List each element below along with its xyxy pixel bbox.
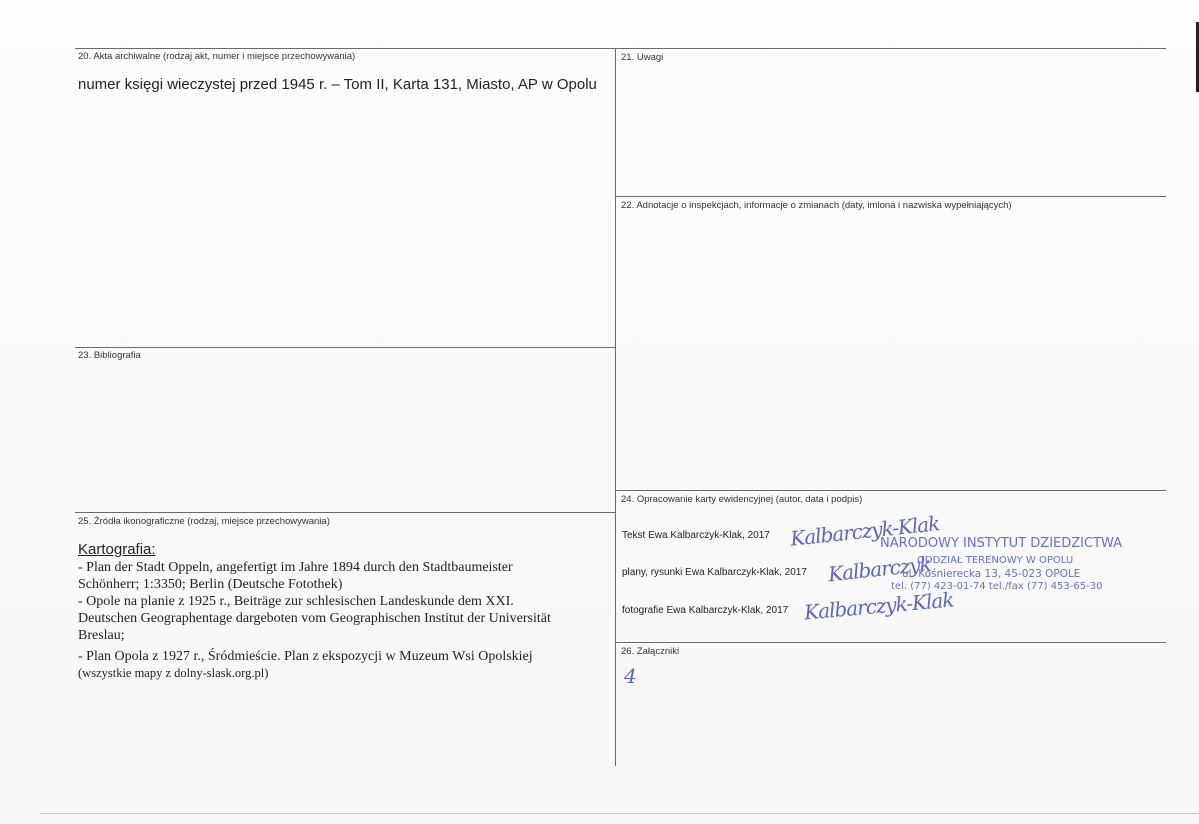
prep-text-line: Tekst Ewa Kalbarczyk-Klak, 2017 (622, 530, 770, 541)
bibliografia-bottom-rule (75, 512, 615, 513)
kartografia-list (78, 559, 608, 682)
akta-value: numer księgi wieczystej przed 1945 r. – Tom II, Karta 131, Miasto, AP w Opolu (78, 76, 597, 93)
list-item: - Plan der Stadt Oppeln, angefertigt im Jahre 1894 durch den Stadtbaumeister (78, 560, 513, 575)
adnotacje-bottom-rule (615, 490, 1166, 491)
kartografia-heading: Kartografia: (78, 541, 156, 558)
stamp-branch: ODDZIAŁ TERENOWY W OPOLU (917, 555, 1074, 566)
stamp-institution: NARODOWY INSTYTUT DZIEDZICTWA (880, 536, 1123, 551)
opracowanie-bottom-rule (615, 642, 1166, 643)
uwagi-bottom-rule (615, 196, 1166, 197)
akta-bottom-rule (75, 347, 615, 348)
signature-plans: Kalbarczyk (827, 551, 932, 587)
uwagi-label: 21. Uwagi (621, 52, 664, 63)
center-divider (615, 48, 616, 766)
akta-label: 20. Akta archiwalne (rodzaj akt, numer i miejsce przechowywania) (78, 51, 356, 62)
zalaczniki-label: 26. Załączniki (621, 646, 680, 657)
zalaczniki-value: 4 (624, 664, 637, 688)
stamp-phone: tel. (77) 423-01-74 tel./fax (77) 453-65-30 (891, 581, 1103, 592)
signature-photos: Kalbarczyk-Klak (803, 587, 955, 625)
list-item: Breslau; (78, 628, 125, 643)
top-rule (75, 48, 1166, 49)
list-item: Schönherr; 1:3350; Berlin (Deutsche Fotothek) (78, 577, 343, 592)
list-item: - Opole na planie z 1925 r., Beiträge zur schlesischen Landeskunde dem XXI. (78, 594, 514, 609)
signature-text: Kalbarczyk-Klak (789, 511, 941, 551)
page-bottom-edge (40, 813, 1199, 814)
list-item: - Plan Opola z 1927 r., Śródmieście. Plan z ekspozycji w Muzeum Wsi Opolskiej (78, 649, 533, 664)
zrodla-label: 25. Źródła ikonograficzne (rodzaj, miejsce przechowywania) (78, 516, 330, 527)
prep-photos-line: fotografie Ewa Kalbarczyk-Klak, 2017 (622, 605, 789, 616)
list-item: Deutschen Geographentage dargeboten vom Geographischen Institut der Universität (78, 611, 551, 626)
adnotacje-label: 22. Adnotacje o inspekcjach, informacje o zmianach (daty, imiona i nazwiska wypełniających) (621, 200, 1012, 211)
list-item: (wszystkie mapy z dolny-slask.org.pl) (78, 666, 269, 680)
prep-plans-line: plany, rysunki Ewa Kalbarczyk-Klak, 2017 (622, 567, 807, 578)
opracowanie-label: 24. Opracowanie karty ewidencyjnej (autor, data i podpis) (621, 494, 863, 505)
stamp-address: ul. Kośnierecka 13, 45-023 OPOLE (902, 568, 1081, 580)
bibliografia-label: 23. Bibliografia (78, 350, 141, 361)
